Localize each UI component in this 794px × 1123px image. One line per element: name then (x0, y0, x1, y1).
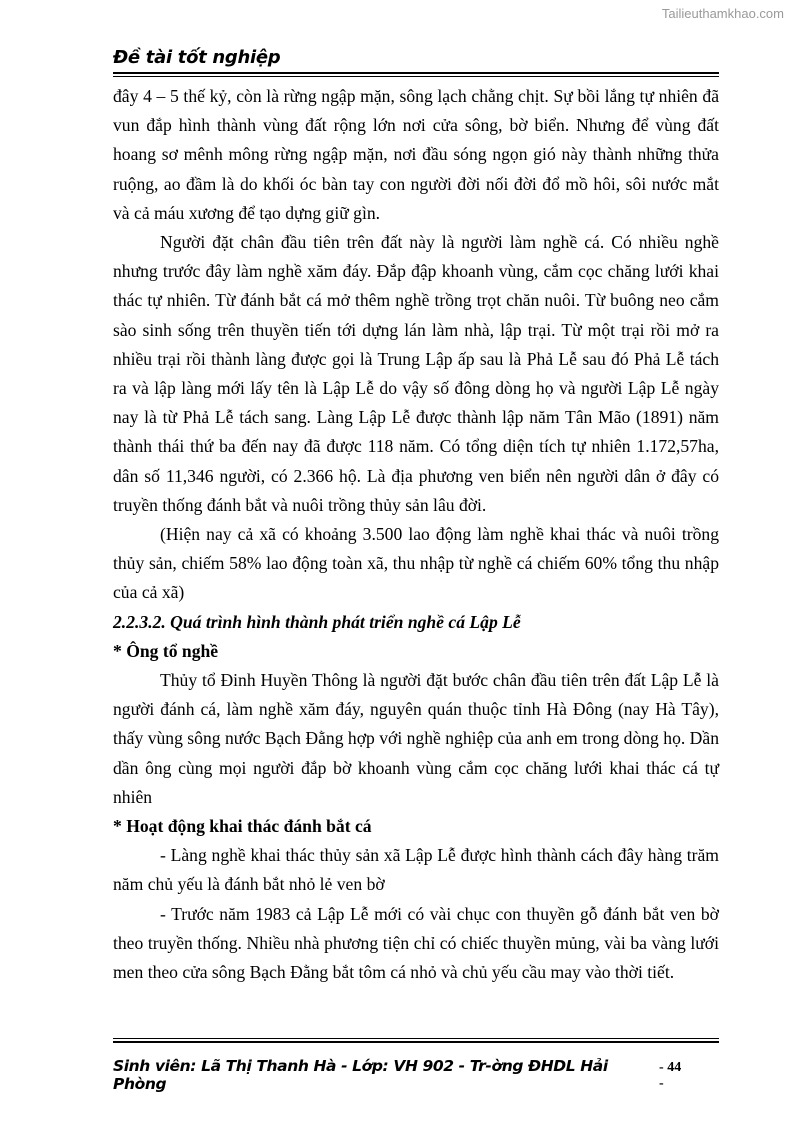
footer-student-info: Sinh viên: Lã Thị Thanh Hà - Lớp: VH 902 - Tr-ờng ĐHDL Hải Phòng (113, 1057, 608, 1093)
paragraph-before-1983: - Trước năm 1983 cả Lập Lễ mới có vài chục con thuyền gỗ đánh bắt ven bờ theo truyền thống. Nhiều nhà phương tiện chỉ có chiếc thuyền mủng, vài ba vàng lưới men theo cửa sông Bạch Đằng bắt tôm cá nhỏ và chủ yếu cầu may vào thời tiết. (113, 903, 719, 983)
subheading-fishing-activity: * Hoạt động khai thác đánh bắt cá (113, 816, 372, 837)
watermark: Tailieuthamkhao.com (661, 6, 784, 21)
page-footer (113, 1038, 719, 1093)
paragraph-fishing-village: - Làng nghề khai thác thủy sản xã Lập Lễ được hình thành cách đây hàng trăm năm chủ yếu là đánh bắt nhỏ lẻ ven bờ (113, 845, 719, 895)
paragraph-first-settlers: Người đặt chân đầu tiên trên đất này là người làm nghề cá. Có nhiều nghề nhưng trước đây làm nghề xăm đáy. Đắp đập khoanh vùng, cắm cọc chăng lưới khai thác tự nhiên. Từ đánh bắt cá mở thêm nghề trồng trọt chăn nuôi. Từ buông neo cắm sào sinh sống trên thuyền tiến tới dựng lán làm nhà, lập trại. Từ một trại rồi mở ra nhiều trại rồi thành làng được gọi là Trung Lập ấp sau là Phả Lễ sau đó Phả Lễ tách ra và lập làng mới lấy tên là Lập Lễ do vậy số đông dòng họ và người Lập Lễ ngày nay là từ Phả Lễ tách sang. Làng Lập Lễ được thành lập năm Tân Mão (1891) năm thành thái thứ ba đến nay đã được 118 năm. Có tổng diện tích tự nhiên 1.172,57ha, dân số 11,346 người, có 2.366 hộ. Là địa phương ven biển nên người dân ở đây có truyền thống đánh bắt và nuôi trồng thủy sản lâu đời. (113, 232, 719, 515)
section-heading: 2.2.3.2. Quá trình hình thành phát triển nghề cá Lập Lễ (113, 611, 521, 632)
page-number: - 44 - (659, 1060, 682, 1091)
footer-rule (113, 1038, 719, 1043)
document-body (113, 82, 719, 987)
paragraph-ancestor: Thủy tổ Đinh Huyền Thông là người đặt bước chân đầu tiên trên đất Lập Lễ là người đánh cá, làm nghề xăm đáy, nguyên quán thuộc tỉnh Hà Đông (nay Hà Tây), thấy vùng sông nước Bạch Đằng hợp với nghề nghiệp của anh em trong dòng họ. Dần dần ông cùng mọi người đắp bờ khoanh vùng cắm cọc chăng lưới khai thác cá tự nhiên (113, 670, 719, 807)
subheading-ancestor: * Ông tổ nghề (113, 640, 219, 661)
footer-line (113, 1057, 719, 1093)
paragraph-labor-stats: (Hiện nay cả xã có khoảng 3.500 lao động làm nghề khai thác và nuôi trồng thủy sản, chiếm 58% lao động toàn xã, thu nhập từ nghề cá chiếm 60% tổng thu nhập của cả xã) (113, 524, 719, 603)
page-header (113, 46, 719, 77)
header-title: Đề tài tốt nghiệp (113, 47, 281, 68)
paragraph-history: đây 4 – 5 thế kỷ, còn là rừng ngập mặn, sông lạch chằng chịt. Sự bồi lắng tự nhiên đã vun đắp hình thành vùng đất rộng lớn nơi cửa sông, bờ biển. Nhưng để vùng đất hoang sơ mênh mông rừng ngập mặn, nơi đầu sóng ngọn gió này thành những thửa ruộng, ao đầm là do khối óc bàn tay con người đời nối đời đổ mồ hôi, sôi nước mắt và cả máu xương để tạo dựng giữ gìn. (113, 86, 719, 223)
header-rule (113, 72, 719, 77)
